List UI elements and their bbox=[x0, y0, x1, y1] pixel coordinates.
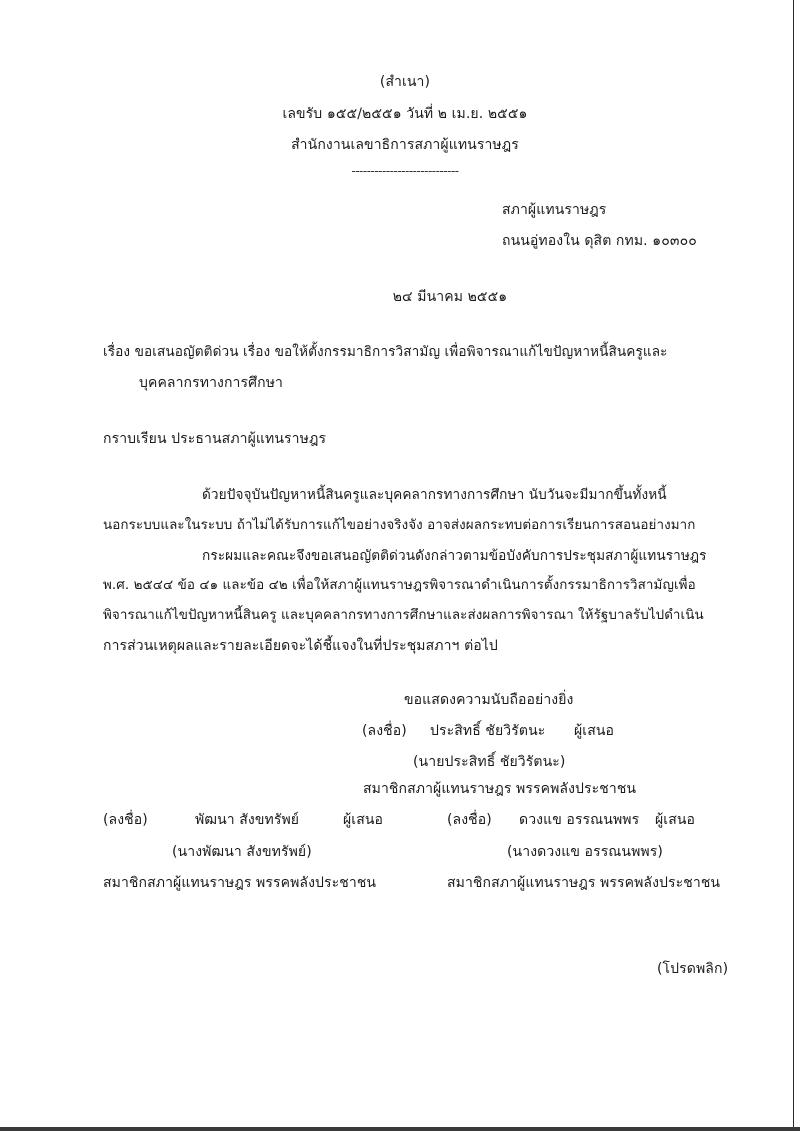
header-separator: ---------------------------- bbox=[351, 164, 459, 178]
main-signer-position: สมาชิกสภาผู้แทนราษฎร พรรคพลังประชาชน bbox=[363, 781, 637, 797]
main-signer-role: ผู้เสนอ bbox=[574, 723, 615, 739]
left-sign-mark: (ลงชื่อ) bbox=[103, 812, 148, 828]
right-signer-name-paren: (นางดวงแข อรรณนพพร) bbox=[507, 844, 663, 860]
body-p2-line-3: พิจารณาแก้ไขปัญหาหนี้สินครู และบุคคลากรทางการศึกษาและส่งผลการพิจารณา ให้รัฐบาลรับไปดำเนิน bbox=[103, 608, 704, 623]
body-p2-line-4: การส่วนเหตุผลและรายละเอียดจะได้ชี้แจงในที่ประชุมสภาฯ ต่อไป bbox=[103, 638, 498, 654]
main-signer-name-paren: (นายประสิทธิ์ ชัยวิรัตนะ) bbox=[413, 754, 566, 770]
subject-line-1: เรื่อง ขอเสนอญัตติด่วน เรื่อง ขอให้ตั้งกรรมาธิการวิสามัญ เพื่อพิจารณาแก้ไขปัญหาหนี้สินครูและ bbox=[103, 344, 668, 360]
scan-edge-right bbox=[793, 0, 794, 1131]
scan-edge-bottom bbox=[0, 1127, 800, 1131]
turn-over-note: (โปรดพลิก) bbox=[657, 961, 729, 977]
left-signer-name-paren: (นางพัฒนา สังขทรัพย์) bbox=[172, 844, 312, 860]
right-signer-name: ดวงแข อรรณนพพร bbox=[519, 812, 640, 828]
document-date: ๒๔ มีนาคม ๒๕๕๑ bbox=[392, 289, 508, 305]
body-p2-line-1: กระผมและคณะจึงขอเสนอญัตติด่วนดังกล่าวตามข้อบังคับการประชุมสภาผู้แทนราษฎร bbox=[202, 548, 707, 564]
office-name: สำนักงานเลขาธิการสภาผู้แทนราษฎร bbox=[291, 137, 519, 153]
subject-line-2: บุคคลากรทางการศึกษา bbox=[139, 375, 283, 391]
left-signer-name: พัฒนา สังขทรัพย์ bbox=[195, 812, 300, 828]
copy-mark: (สำเนา) bbox=[379, 74, 431, 90]
right-signer-role: ผู้เสนอ bbox=[655, 812, 696, 828]
main-sign-mark: (ลงชื่อ) bbox=[362, 723, 407, 739]
receipt-line: เลขรับ ๑๕๕/๒๕๕๑ วันที่ ๒ เม.ย. ๒๕๕๑ bbox=[282, 106, 528, 122]
address-line-1: สภาผู้แทนราษฎร bbox=[502, 202, 607, 218]
right-sign-mark: (ลงชื่อ) bbox=[447, 812, 492, 828]
body-p1-line-2: นอกระบบและในระบบ ถ้าไม่ได้รับการแก้ไขอย่างจริงจัง อาจส่งผลกระทบต่อการเรียนการสอนอย่างมาก bbox=[103, 518, 696, 533]
salutation: กราบเรียน ประธานสภาผู้แทนราษฎร bbox=[103, 431, 327, 447]
right-signer-position: สมาชิกสภาผู้แทนราษฎร พรรคพลังประชาชน bbox=[447, 875, 721, 891]
main-signer-name: ประสิทธิ์ ชัยวิรัตนะ bbox=[430, 723, 546, 739]
left-signer-role: ผู้เสนอ bbox=[343, 812, 384, 828]
closing: ขอแสดงความนับถืออย่างยิ่ง bbox=[404, 692, 574, 708]
left-signer-position: สมาชิกสภาผู้แทนราษฎร พรรคพลังประชาชน bbox=[103, 875, 377, 891]
body-p1-line-1: ด้วยปัจจุบันปัญหาหนี้สินครูและบุคคลากรทางการศึกษา นับวันจะมีมากขึ้นทั้งหนี้ bbox=[202, 487, 667, 503]
address-line-2: ถนนอู่ทองใน ดุสิต กทม. ๑๐๓๐๐ bbox=[502, 233, 697, 249]
body-p2-line-2: พ.ศ. ๒๕๔๔ ข้อ ๔๑ และข้อ ๔๒ เพื่อให้สภาผู้แทนราษฎรพิจารณาดำเนินการตั้งกรรมาธิการวิสามัญเพื่อ bbox=[103, 578, 696, 593]
